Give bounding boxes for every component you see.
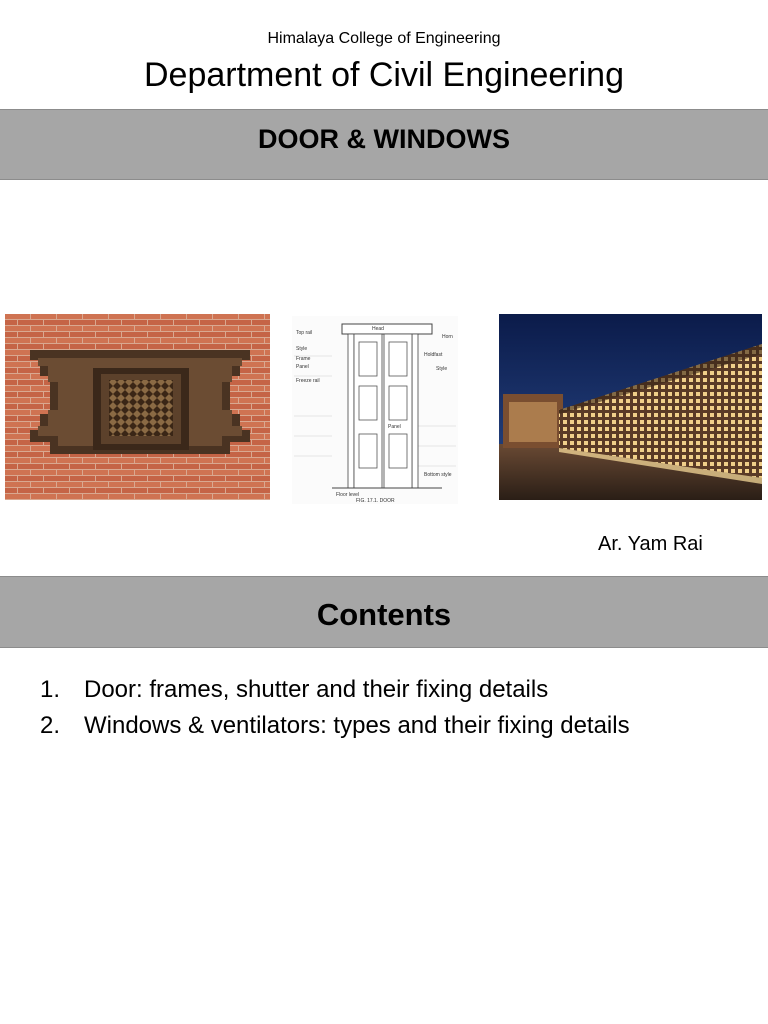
topic-banner	[0, 109, 768, 180]
list-item-number: 2.	[40, 712, 61, 739]
door-label-head: Head	[372, 326, 384, 332]
door-label-holdfast: Holdfast	[424, 352, 443, 358]
perforated-brick-wall-night-photo	[499, 314, 762, 500]
traditional-carved-window-photo	[5, 314, 270, 500]
door-label-style: Style	[296, 346, 308, 352]
door-label-horn: Horn	[442, 334, 453, 340]
door-label-panel-right: Panel	[388, 424, 401, 430]
list-item-number: 1.	[40, 676, 61, 703]
door-diagram-figure	[292, 316, 458, 504]
author-name: Ar. Yam Rai	[598, 533, 703, 555]
door-label-frame: Frame	[296, 356, 311, 362]
door-label-freeze-rail: Freeze rail	[296, 378, 320, 384]
list-item	[40, 708, 630, 744]
list-item-text: Windows & ventilators: types and their fixing details	[84, 712, 630, 739]
contents-list	[40, 672, 630, 744]
door-label-floor-level: Floor level	[336, 492, 360, 498]
door-figure-caption: FIG. 17.1. DOOR	[356, 498, 395, 504]
door-label-panel: Panel	[296, 364, 309, 370]
department-title: Department of Civil Engineering	[143, 56, 625, 94]
contents-banner	[0, 576, 768, 648]
contents-heading: Contents	[316, 597, 452, 632]
list-item-text: Door: frames, shutter and their fixing details	[84, 676, 549, 703]
list-item	[40, 672, 630, 708]
door-label-bottom-style: Bottom style	[424, 472, 452, 478]
door-label-top-rail: Top rail	[296, 330, 313, 336]
door-label-style-right: Style	[436, 366, 448, 372]
college-name: Himalaya College of Engineering	[267, 30, 501, 47]
topic-title: DOOR & WINDOWS	[258, 124, 510, 154]
